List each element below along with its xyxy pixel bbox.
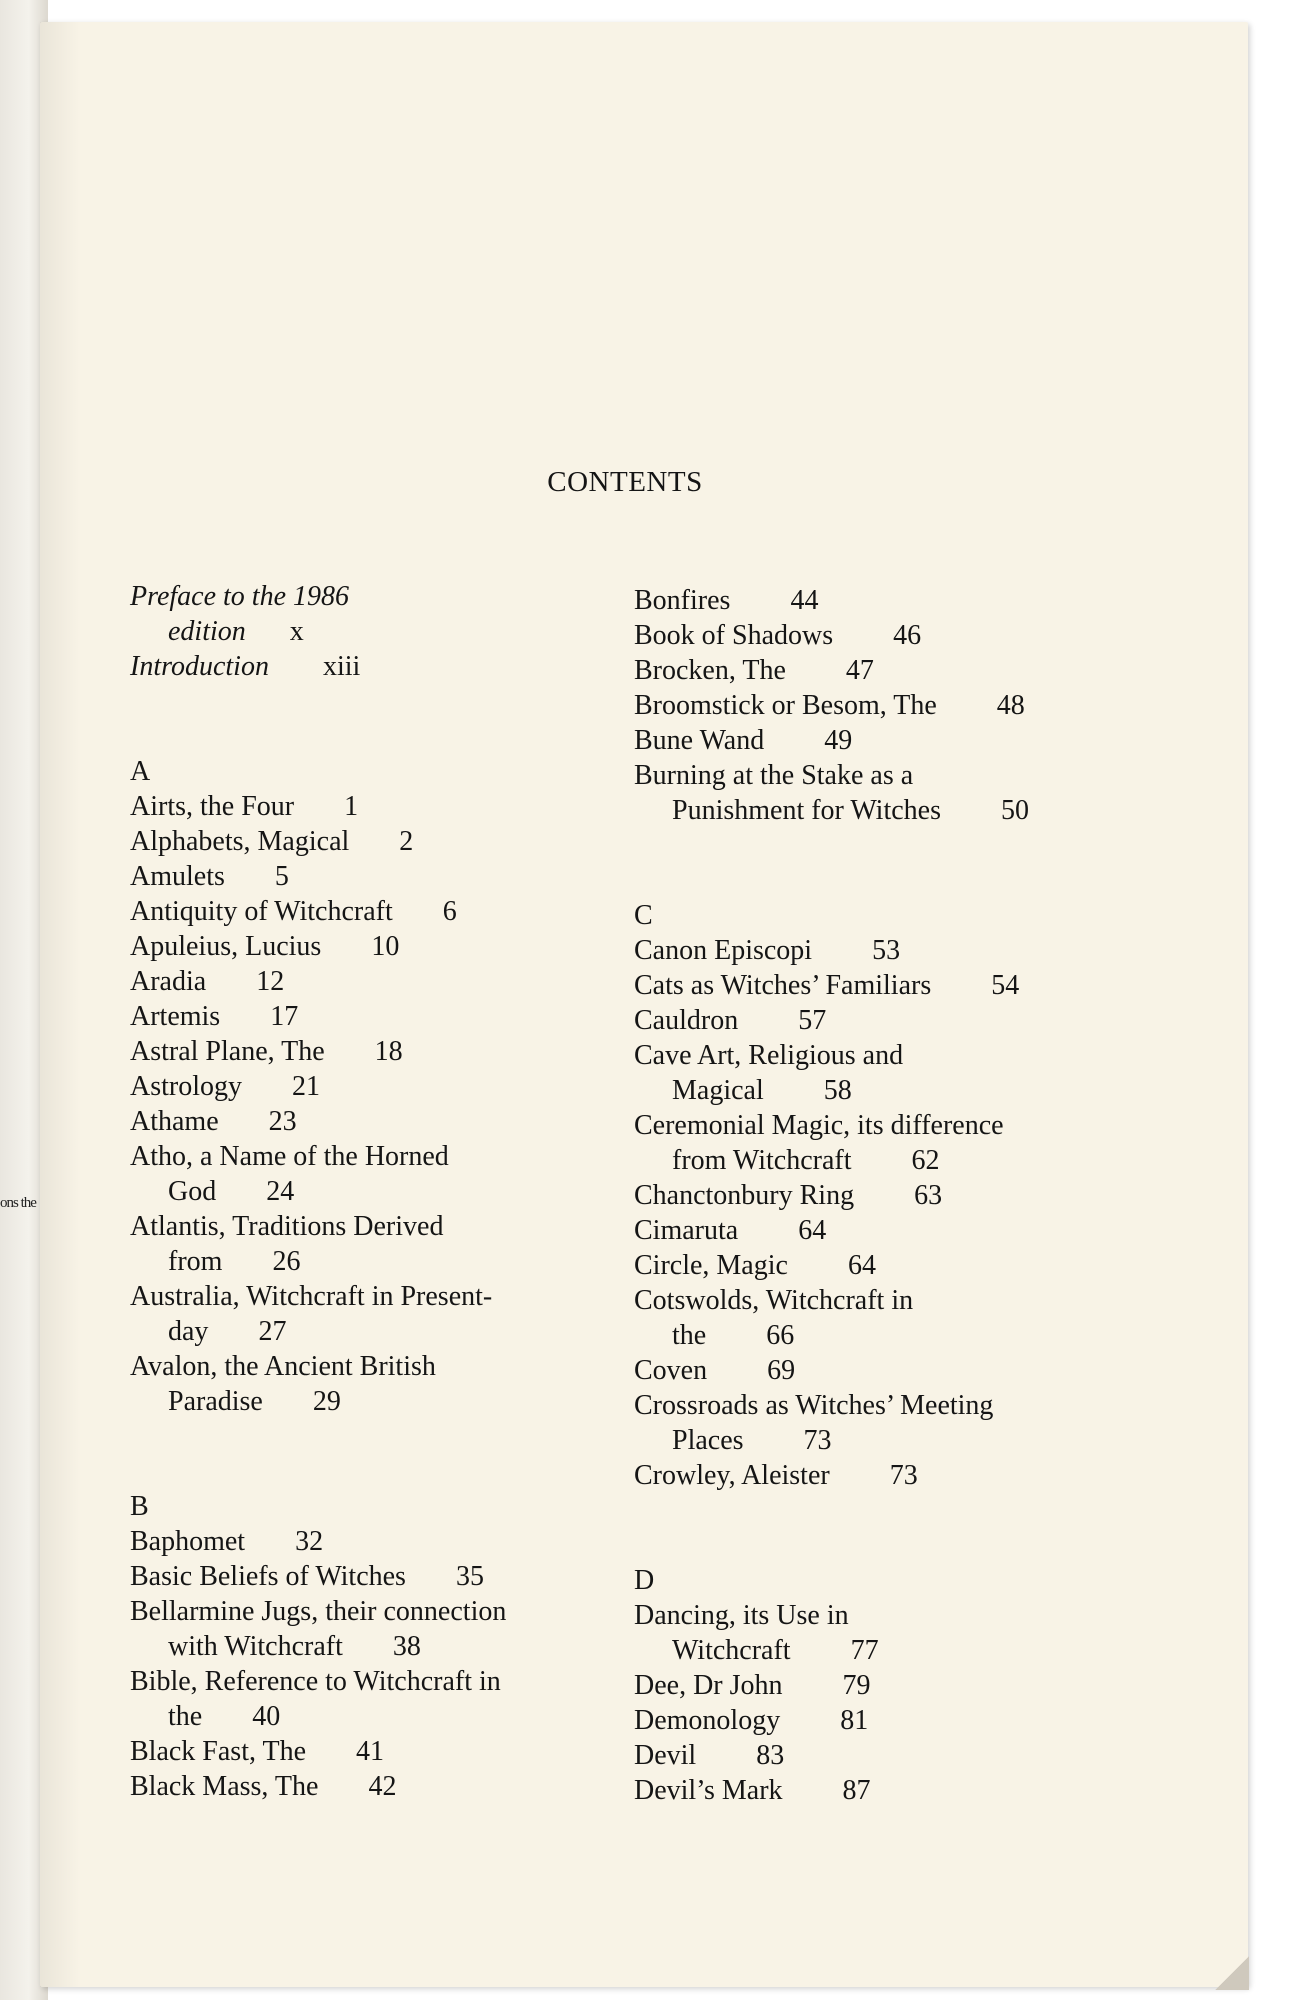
entry-title: Atho, a Name of the Horned: [130, 1141, 449, 1172]
entry-line: [634, 1633, 1094, 1668]
entry-page-number: 42: [368, 1771, 397, 1802]
entry-line: [130, 1069, 630, 1104]
entry-page-number: 69: [767, 1355, 796, 1386]
entry-title: Airts, the Four: [130, 791, 295, 822]
entry-page-number: 77: [850, 1635, 879, 1666]
entry-line: [634, 793, 1094, 828]
entry-page-number: 73: [889, 1460, 918, 1491]
entry-line: [130, 1279, 630, 1314]
contents-entry: [634, 653, 1094, 688]
entry-title: from: [168, 1246, 223, 1277]
contents-entry: [634, 1108, 1094, 1178]
section-letter-text: C: [634, 900, 653, 931]
entry-line: [634, 1773, 1094, 1808]
entry-title: Magical: [672, 1075, 764, 1106]
contents-entry: [634, 1178, 1094, 1213]
entry-page-number: 27: [258, 1316, 287, 1347]
entry-line: [634, 1178, 1094, 1213]
entry-line: [130, 824, 630, 859]
entry-line: [130, 1664, 630, 1699]
entry-page-number: 41: [356, 1736, 385, 1767]
entry-page-number: 1: [344, 791, 359, 822]
contents-entry: [130, 1279, 630, 1349]
entry-line: [130, 1209, 630, 1244]
contents-entry: [130, 1559, 630, 1594]
entry-line: [130, 614, 630, 649]
contents-entry: [130, 1349, 630, 1419]
entry-page-number: 48: [996, 690, 1025, 721]
entry-page-number: 57: [798, 1005, 827, 1036]
entry-line: [130, 1769, 630, 1804]
entry-page-number: 53: [872, 935, 901, 966]
entry-line: [634, 583, 1094, 618]
contents-entry: [130, 1524, 630, 1559]
entry-title: Punishment for Witches: [672, 795, 941, 826]
entry-title: Bellarmine Jugs, their connection: [130, 1596, 507, 1627]
entry-page-number: 38: [392, 1631, 421, 1662]
entry-line: [130, 1244, 630, 1279]
entry-line: [130, 1034, 630, 1069]
entry-title: Avalon, the Ancient British: [130, 1351, 436, 1382]
contents-entry: [130, 579, 630, 649]
contents-entry: [130, 1769, 630, 1804]
entry-line: [130, 894, 630, 929]
entry-page-number: 2: [399, 826, 414, 857]
contents-entry: [130, 789, 630, 824]
entry-title: Baphomet: [130, 1526, 246, 1557]
entry-title: Bune Wand: [634, 725, 765, 756]
entry-line: [130, 1524, 630, 1559]
entry-title: Introduction: [130, 651, 269, 682]
entry-line: [130, 1629, 630, 1664]
entry-title: Dancing, its Use in: [634, 1600, 849, 1631]
contents-entry: [130, 894, 630, 929]
entry-title: Aradia: [130, 966, 207, 997]
entry-line: [634, 723, 1094, 758]
contents-right-column: [634, 583, 1094, 1808]
entry-page-number: 10: [371, 931, 400, 962]
entry-line: [130, 1384, 630, 1419]
entry-title: Book of Shadows: [634, 620, 834, 651]
entry-line: [130, 929, 630, 964]
entry-page-number: 32: [295, 1526, 324, 1557]
entry-title: Ceremonial Magic, its difference: [634, 1110, 1004, 1141]
entry-line: [634, 1003, 1094, 1038]
entry-page-number: 64: [847, 1250, 876, 1281]
entry-line: [634, 653, 1094, 688]
entry-page-number: 26: [272, 1246, 301, 1277]
entry-line: [130, 1594, 630, 1629]
contents-entry: [634, 1353, 1094, 1388]
contents-entry: [634, 1738, 1094, 1773]
entry-title: Chanctonbury Ring: [634, 1180, 855, 1211]
entry-page-number: 64: [798, 1215, 827, 1246]
entry-line: [130, 1734, 630, 1769]
entry-line: [634, 1703, 1094, 1738]
page-title: CONTENTS: [547, 466, 703, 498]
contents-entry: [634, 1668, 1094, 1703]
entry-page-number: 62: [911, 1145, 940, 1176]
contents-entry: [634, 688, 1094, 723]
contents-entry: [634, 1598, 1094, 1668]
contents-entry: [634, 1248, 1094, 1283]
entry-line: [130, 649, 630, 684]
entry-page-number: x: [289, 616, 304, 647]
entry-line: [634, 1598, 1094, 1633]
section-gap: [130, 684, 630, 754]
section-letter: [130, 1489, 630, 1524]
entry-title: Preface to the 1986: [130, 581, 350, 612]
contents-entry: [130, 1209, 630, 1279]
entry-page-number: 54: [991, 970, 1020, 1001]
entry-line: [634, 1353, 1094, 1388]
contents-entry: [634, 968, 1094, 1003]
entry-line: [634, 1318, 1094, 1353]
entry-title: Cauldron: [634, 1005, 739, 1036]
entry-title: Astral Plane, The: [130, 1036, 325, 1067]
entry-title: Apuleius, Lucius: [130, 931, 322, 962]
entry-title: Cimaruta: [634, 1215, 739, 1246]
entry-line: [130, 1349, 630, 1384]
entry-page-number: 81: [840, 1705, 869, 1736]
entry-line: [634, 1073, 1094, 1108]
section-letter-text: B: [130, 1491, 149, 1522]
entry-title: Cotswolds, Witchcraft in: [634, 1285, 914, 1316]
entry-title: Demonology: [634, 1705, 781, 1736]
entry-page-number: 50: [1001, 795, 1029, 826]
entry-title: day: [168, 1316, 209, 1347]
entry-page-number: 73: [803, 1425, 832, 1456]
entry-line: [634, 1038, 1094, 1073]
entry-page-number: 29: [312, 1386, 341, 1417]
entry-page-number: 23: [268, 1106, 297, 1137]
entry-title: Artemis: [130, 1001, 221, 1032]
entry-line: [634, 688, 1094, 723]
contents-entry: [634, 1213, 1094, 1248]
entry-page-number: 35: [455, 1561, 484, 1592]
contents-entry: [634, 758, 1094, 828]
entry-line: [634, 1143, 1094, 1178]
contents-entry: [130, 1734, 630, 1769]
entry-line: [130, 789, 630, 824]
entry-line: [130, 1139, 630, 1174]
contents-entry: [130, 1594, 630, 1664]
contents-entry: [130, 1069, 630, 1104]
entry-line: [130, 859, 630, 894]
entry-page-number: 17: [270, 1001, 299, 1032]
entry-title: Coven: [634, 1355, 708, 1386]
entry-title: Brocken, The: [634, 655, 786, 686]
contents-entry: [634, 1388, 1094, 1458]
entry-page-number: 5: [274, 861, 289, 892]
section-letter: [130, 754, 630, 789]
contents-entry: [634, 583, 1094, 618]
entry-line: [634, 758, 1094, 793]
section-gap: [634, 1493, 1094, 1563]
page-corner-curl: [1215, 1956, 1249, 1990]
entry-title: Australia, Witchcraft in Present-: [130, 1281, 493, 1312]
entry-line: [634, 1283, 1094, 1318]
entry-title: edition: [168, 616, 246, 647]
entry-page-number: 47: [845, 655, 874, 686]
section-gap: [634, 828, 1094, 898]
entry-page-number: 18: [374, 1036, 403, 1067]
entry-title: from Witchcraft: [672, 1145, 852, 1176]
contents-left-column: [130, 579, 630, 1804]
section-gap: [130, 1419, 630, 1489]
contents-entry: [634, 1283, 1094, 1353]
entry-title: Places: [672, 1425, 744, 1456]
entry-title: Athame: [130, 1106, 219, 1137]
entry-page-number: 87: [842, 1775, 871, 1806]
entry-line: [130, 579, 630, 614]
entry-title: Bonfires: [634, 585, 731, 616]
contents-entry: [130, 1034, 630, 1069]
contents-entry: [130, 964, 630, 999]
section-letter: [634, 1563, 1094, 1598]
entry-line: [634, 1388, 1094, 1423]
section-letter-text: A: [130, 756, 151, 787]
entry-title: Atlantis, Traditions Derived: [130, 1211, 444, 1242]
entry-line: [634, 1738, 1094, 1773]
entry-page-number: 24: [266, 1176, 295, 1207]
entry-title: Crowley, Aleister: [634, 1460, 830, 1491]
contents-entry: [130, 1664, 630, 1734]
contents-entry: [130, 999, 630, 1034]
section-letter: [634, 898, 1094, 933]
entry-line: [634, 968, 1094, 1003]
entry-title: the: [168, 1701, 203, 1732]
entry-line: [130, 1699, 630, 1734]
entry-title: Dee, Dr John: [634, 1670, 783, 1701]
entry-title: Black Mass, The: [130, 1771, 319, 1802]
entry-line: [634, 1423, 1094, 1458]
entry-page-number: 44: [790, 585, 819, 616]
entry-page-number: 49: [824, 725, 853, 756]
section-letter-text: D: [634, 1565, 655, 1596]
entry-title: Alphabets, Magical: [130, 826, 350, 857]
contents-entry: [634, 1773, 1094, 1808]
contents-entry: [130, 1104, 630, 1139]
entry-title: Broomstick or Besom, The: [634, 690, 937, 721]
entry-title: God: [168, 1176, 217, 1207]
entry-page-number: 58: [823, 1075, 852, 1106]
entry-line: [634, 618, 1094, 653]
entry-title: Antiquity of Witchcraft: [130, 896, 393, 927]
entry-page-number: 12: [256, 966, 285, 997]
entry-page-number: 40: [252, 1701, 281, 1732]
contents-entry: [634, 1458, 1094, 1493]
contents-entry: [130, 824, 630, 859]
entry-title: Witchcraft: [672, 1635, 791, 1666]
entry-title: Circle, Magic: [634, 1250, 788, 1281]
entry-line: [130, 1314, 630, 1349]
entry-title: Black Fast, The: [130, 1736, 307, 1767]
entry-line: [634, 1213, 1094, 1248]
entry-title: Basic Beliefs of Witches: [130, 1561, 406, 1592]
entry-title: the: [672, 1320, 707, 1351]
entry-title: Astrology: [130, 1071, 242, 1102]
entry-line: [634, 1458, 1094, 1493]
entry-title: with Witchcraft: [168, 1631, 343, 1662]
contents-entry: [634, 933, 1094, 968]
contents-entry: [634, 1703, 1094, 1738]
entry-title: Cave Art, Religious and: [634, 1040, 904, 1071]
contents-entry: [634, 1038, 1094, 1108]
entry-title: Cats as Witches’ Familiars: [634, 970, 932, 1001]
entry-line: [130, 1559, 630, 1594]
contents-entry: [130, 929, 630, 964]
entry-line: [634, 1668, 1094, 1703]
entry-title: Bible, Reference to Witchcraft in: [130, 1666, 501, 1697]
entry-page-number: 21: [292, 1071, 320, 1102]
contents-entry: [130, 649, 630, 684]
entry-page-number: xiii: [322, 651, 361, 682]
entry-line: [634, 1108, 1094, 1143]
entry-title: Crossroads as Witches’ Meeting: [634, 1390, 994, 1421]
entry-title: Devil’s Mark: [634, 1775, 783, 1806]
entry-title: Devil: [634, 1740, 697, 1771]
adjacent-page-text: ons the: [0, 1195, 36, 1211]
entry-line: [634, 933, 1094, 968]
contents-entry: [634, 618, 1094, 653]
contents-entry: [634, 723, 1094, 758]
entry-line: [130, 1174, 630, 1209]
entry-line: [130, 999, 630, 1034]
entry-title: Burning at the Stake as a: [634, 760, 914, 791]
entry-page-number: 63: [914, 1180, 943, 1211]
contents-entry: [130, 1139, 630, 1209]
entry-page-number: 83: [756, 1740, 785, 1771]
contents-entry: [130, 859, 630, 894]
entry-line: [130, 1104, 630, 1139]
entry-title: Canon Episcopi: [634, 935, 813, 966]
entry-page-number: 6: [442, 896, 457, 927]
entry-page-number: 66: [766, 1320, 795, 1351]
entry-title: Amulets: [130, 861, 225, 892]
entry-line: [634, 1248, 1094, 1283]
entry-line: [130, 964, 630, 999]
entry-title: Paradise: [168, 1386, 263, 1417]
contents-entry: [634, 1003, 1094, 1038]
entry-page-number: 79: [842, 1670, 871, 1701]
page-gutter-shadow: [40, 22, 80, 1987]
entry-page-number: 46: [893, 620, 922, 651]
